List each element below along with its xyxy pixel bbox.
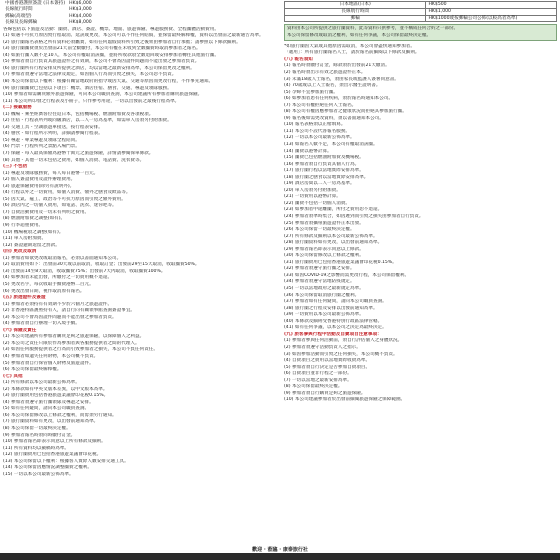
- terms-line: (9) 參加者須自行購買足夠之旅遊保險。: [284, 390, 366, 396]
- terms-line: (4) 自費項目之費用以當地實際收費為準。: [284, 358, 371, 364]
- terms-line: (12) 旅行團費用已包括香港旅遊業議會印花稅。: [3, 452, 102, 458]
- price-value: HK$8,000: [69, 20, 92, 26]
- terms-line: (11) 本公司不設代客報名服務。: [284, 128, 351, 134]
- terms-line: (19) 酒店房間以二人一房為基準。: [284, 181, 355, 187]
- fee-value: HK$1000或按郵輪公司公佈(以較高者為準): [426, 15, 557, 22]
- terms-line: (28) 旅行團資料如有更改，以出發前通知為準。: [284, 240, 383, 246]
- terms-line: (39) 一切費用以本公司最新公佈為準。: [284, 312, 364, 318]
- terms-line: (5) 更改名字，每次收取手續費港幣二百元。: [3, 281, 94, 287]
- terms-line: (29) 參加者報名即表示同意以上條款。: [284, 246, 364, 252]
- terms-line: (3) 如因參加活動而引致之任何損失，本公司概不負責。: [284, 351, 398, 357]
- terms-line: (2) 非香港特區護照持有人，請自行向有關領事館查詢簽證事宜。: [3, 308, 136, 314]
- section-heading: (九) 旅客參與行程中活動及自費項目注意事項：: [284, 331, 382, 337]
- terms-line: (4) 參加者須遵守旅行團領隊及導遊之安排。: [3, 399, 94, 405]
- price-value: HK$4,000: [69, 13, 92, 19]
- terms-line: (8) 本公司保留最終決定權。: [284, 384, 343, 390]
- terms-line: (5) 如有任何疑問，請向本公司職員查詢。: [3, 406, 90, 412]
- terms-line: (2) 報名時須出示有效之旅遊證件正本。: [284, 69, 366, 75]
- terms-line: (1) 參加者參與任何活動前，須自行評估個人之身體狀況。: [284, 338, 403, 344]
- terms-line: (1) 所有條款以本公司最新公佈為準。: [3, 380, 80, 386]
- terms-line: (3) 如因任何服務提供者之行為而引致參加者之損失，本公司不負任何責任。: [3, 347, 158, 353]
- terms-line: (3) 旅行團費用包括香港旅遊業議會印花稅0.15%。: [3, 393, 109, 399]
- section-heading: (三) 不包括: [3, 164, 28, 170]
- footer-brand-text: 歡迎 · 蒞臨 · 康泰旅行社: [252, 547, 308, 553]
- terms-line: (8) 本公司保留一切最終決定權。: [3, 425, 71, 431]
- terms-line: (7) 本公司有權拒絕任何人士報名。: [284, 102, 357, 108]
- terms-line: (7) 保險 - 每人最高保額為港幣十萬元之旅遊保險，詳情請參閱保單條款。: [3, 151, 154, 157]
- terms-line: (10) 機場稅項之調整(如有)。: [3, 229, 64, 235]
- terms-line: (3) 出發前14至8天取消，收取團費75%；出發前7天內取消，收取團費100%。: [3, 268, 166, 274]
- terms-line: (1) 參加者如欲更改或取消報名，必須以書面通知本公司。: [3, 255, 122, 261]
- terms-line: (4) 參加者如遺失任何財物，本公司概不負責。: [3, 353, 99, 359]
- terms-line: (13) 如報名人數不足，本公司有權取消該團。: [284, 142, 378, 147]
- terms-line: (36) 本公司保留取消旅行團之權利。: [284, 292, 360, 298]
- terms-line: (5) 導遊 - 專業導遊及領隊全程陪同。: [3, 137, 80, 143]
- section-heading: (五) 旅遊證件及簽證: [3, 295, 46, 301]
- terms-line: (16) 參加者須自行負責其個人行為。: [284, 161, 360, 167]
- terms-line: (14) 團費以港幣計算。: [284, 148, 332, 154]
- terms-line: (9) 報名後如需更改資料，須以書面通知本公司。: [284, 115, 384, 121]
- fee-value: HK$1,000: [426, 8, 557, 15]
- fee-value: HK$500: [426, 2, 557, 9]
- terms-line: (11) 單人房附加費。: [3, 236, 47, 242]
- terms-line: (9) 參加者報名時須同時繳付訂金。: [3, 432, 76, 438]
- terms-line: (4) 如旅行團人數不足10人，本公司有權取消該團，並將所收款項全數退回或安排參加者轉往其他旅行團。: [3, 52, 219, 58]
- right-column: [281, 0, 560, 560]
- terms-line: (2) 取消費用如下：出發前30天或以前取消，收取訂金；出發前29至15天取消，收取團費50%。: [3, 262, 200, 268]
- terms-line: (38) 旅行團之行程及安排以出發前通知為準。: [284, 305, 378, 311]
- notice-line: 本公司保留修改或取消之權利，如有任何爭議，本公司保留最終決定權。: [287, 32, 431, 38]
- terms-line: (35) 一切以當地政府之最新規定為準。: [284, 286, 364, 292]
- terms-line: (10) 本公司建議參加者於出發前細閱旅遊保險之保障範圍。: [284, 397, 406, 403]
- terms-line: (10) 參加者如需購買額外旅遊保險，可向本公司職員查詢，本公司建議所有參加者購買旅遊保險。: [3, 92, 203, 98]
- section-heading: (七) 其他: [3, 373, 23, 379]
- fee-row: [285, 15, 557, 22]
- terms-line: (6) 自費項目並非行程之一部份。: [284, 371, 352, 377]
- terms-line: (12) 一切以本公司最新公佈為準。: [284, 135, 355, 141]
- terms-line: (6) 酒店內之一切個人費用，如電話、洗衣、迷你吧等。: [3, 203, 117, 209]
- right-terms-list: [284, 44, 557, 404]
- surcharge-price-table: [3, 1, 94, 27]
- fee-table: [284, 1, 557, 22]
- terms-line: (18) 旅行團之膳食以當地實際安排為準。: [284, 174, 369, 180]
- terms-line: (3) 旅遊保險費用(除另有說明外)。: [3, 183, 75, 189]
- terms-line: (20) 單人房須另付附加費。: [284, 187, 341, 193]
- section-heading: (八) 報名須知: [284, 56, 313, 62]
- terms-line: (5) 孕婦不宜參加旅行團。: [284, 89, 338, 95]
- terms-line: (15) 團費已包括燃油附加費及機場稅。: [284, 155, 364, 161]
- terms-line: (1) 機場 - 乘坐經濟客位往返日本，包括機場稅、燃油附加費及各項稅項。: [3, 111, 154, 117]
- terms-line: (12) 簽證逾期逗留之罰款。: [3, 242, 60, 248]
- terms-line: (33) 如因COVID-19之影響而需更改行程，本公司保留權利。: [284, 272, 410, 278]
- terms-line: (6) 本公司保留修改以上條款之權利，而毋須另行通知。: [3, 412, 117, 418]
- fee-label: 日本地區(日本): [285, 2, 426, 9]
- terms-line: (41) 如有任何爭議，以本公司之決定為最終決定。: [284, 325, 387, 331]
- terms-line: (3) 交通工具 - 空調旅遊車接送，按行程表安排。: [3, 124, 103, 130]
- terms-line: (6) 本公司保留最終解釋權。: [3, 367, 62, 373]
- notice-line: 資料由本公司所提供之旅行團資料，此等資料只供參考，並不構成任何合約之一部份。: [287, 26, 458, 32]
- section-heading: (六) 保險及責任: [3, 327, 37, 333]
- terms-line: (14) 本公司保留因應情況調整團費之權利。: [3, 465, 92, 471]
- terms-line: (7) 自費活動費用及一切未有列明之費用。: [3, 209, 90, 215]
- terms-line: (32) 參加者須遵守旅行團之安排。: [284, 266, 355, 272]
- terms-line: (4) 參加者須自行辦理一切入境手續。: [3, 321, 80, 327]
- terms-line: *如旅行團因天氣或其他原因需取消，本公司會盡快通知參加者。: [284, 43, 415, 49]
- fee-row: [285, 8, 557, 15]
- fee-label: 郵輪: [285, 15, 426, 22]
- terms-line: (1) 如遇不可抗力原因致行程取消、延誤或更改，本公司可以不作任何賠償，並保留最終解釋權，資料以出發前之最新通告為準。: [3, 33, 264, 39]
- terms-line: (5) 因天氣、罷工、政治等不可抗力原因而引致之額外費用。: [3, 196, 126, 202]
- terms-line: (1) 本公司建議所有參加者購買足夠之旅遊保險，以保障個人之利益。: [3, 334, 145, 340]
- price-label: 郵輪(高端型): [5, 13, 32, 19]
- terms-line: (7) 一切以當地之最新安排為準。: [284, 377, 352, 383]
- terms-line: (1) 參加者必須持有有效期不少於六個月之旅遊證件。: [3, 301, 113, 307]
- terms-line: (2) 住宿 - 行程表所列或同級酒店，以二人一房為基準，如需單人房須另付附加費。: [3, 118, 172, 124]
- terms-line: (11) 所有資料均以截稿時為準。: [3, 445, 70, 451]
- terms-line: (9) 旅行團團費已包括以下項目：機票、酒店住宿、膳食、交通、導遊及領隊服務。: [3, 85, 172, 91]
- price-label: 長線航行時間: [5, 7, 33, 13]
- terms-line: (31) 旅行團費用已包括香港旅遊業議會印花稅0.15%。: [284, 259, 397, 265]
- price-label: 中國香港護照簽證 (日本簽持): [5, 1, 66, 6]
- terms-line: (15) 一切以本公司最新公佈為準。: [3, 471, 74, 477]
- terms-line: (30) 本公司保留修改以上條款之權利。: [284, 253, 364, 259]
- terms-line: (5) 參加者須自行決定是否參加自費項目。: [284, 364, 371, 370]
- terms-line: (6) 更改出發日期，視作取消原有報名。: [3, 288, 85, 294]
- terms-line: (4) 行程以外之一切費用，如個人消費、額外之膳食及飲品等。: [3, 190, 131, 196]
- terms-line: (1) 報名時須繳付訂金，餘款須於出發前21天繳清。: [284, 63, 390, 69]
- terms-line: (4) 如參加者未能出發，所繳付之一切費用概不退還。: [3, 275, 113, 281]
- terms-line: (2) 本公司之責任只限於作為參加者與各服務提供者之間的代理人。: [3, 340, 140, 346]
- terms-line: (11) 本公司所印發之行程表及小冊子，只作參考用途，一切以出發前之最後行程為準。: [3, 98, 180, 104]
- terms-line: (24) 參加者須準時集合，如因遲到而引致之損失由參加者自行負責。: [284, 214, 424, 220]
- price-label: 長線及長線郵輪: [5, 20, 38, 26]
- terms-line: 「適用」：所有旅行團報名人士，請於報名前細閱以下條款及細則。: [284, 50, 420, 56]
- terms-line: (8) 其他 - 其他一切未包括之費用，如個人消費、電話費、洗衣費等。: [3, 157, 145, 163]
- terms-line: (2) 本條款如有中英文版本差異，以中文版本為準。: [3, 386, 108, 392]
- left-terms-list: [3, 27, 271, 479]
- terms-line: (5) 參加者須自行保管個人財物及旅遊證件。: [3, 360, 94, 366]
- fee-row: [285, 2, 557, 9]
- terms-line: (2) 參加者須遵守活動負責人之指示。: [284, 344, 361, 350]
- terms-line: 各線包括以下旅遊及活動：團費、酒店、簽證、機票、地面、旅遊保險、導遊服務費、全程團體活動費用。: [3, 26, 219, 32]
- terms-line: (6) 如參加者患有任何疾病，須於報名時通知本公司。: [284, 96, 394, 102]
- terms-line: (25) 參加者須攜帶旅遊證件正本出發。: [284, 220, 364, 226]
- fee-label: 長線航行時間: [285, 8, 426, 15]
- terms-line: (27) 所有條款及細則以本公司最新公佈為準。: [284, 233, 378, 239]
- terms-line: (9) 行李超重費用。: [3, 223, 44, 229]
- terms-line: (8) 本公司保留以下權利：根據有關當地政府的指令或因天氣、交通等原因而更改行程，不作事先通知。: [3, 79, 214, 84]
- terms-line: (22) 團費不包括一切個人消費。: [284, 200, 351, 206]
- terms-line: (2) 旅行團報名表格之所有資料必須屬實，如有任何虛假資料所引致之後果由參加者自行承擔；請參照以下條款細則。: [3, 39, 241, 45]
- terms-line: (34) 參加者須遵守當地防疫規定。: [284, 279, 355, 285]
- terms-line: (37) 參加者如有任何疑問，請向本公司職員查詢。: [284, 299, 387, 305]
- terms-line: (2) 個人簽證費用及證件辦理費用。: [3, 177, 76, 183]
- terms-line: (10) 參加者報名即表示同意以上所有條款及細則。: [3, 439, 106, 445]
- price-value: HK$6,000: [69, 1, 92, 6]
- terms-line: (6) 旅行團所有行程安排及所提供之酒店，均以當地之最新安排為準，本公司保留更改之權利。: [3, 65, 195, 71]
- notice-box: [284, 24, 557, 40]
- terms-line: (7) 旅行團資料如有更改，以出發前通知為準。: [3, 419, 99, 425]
- left-column: [0, 0, 274, 560]
- terms-line: (8) 燃油附加費之調整(如有)。: [3, 216, 66, 222]
- terms-line: (3) 本公司不會為因證件問題而不能出發之參加者負責。: [3, 314, 117, 320]
- terms-line: (6) 門票 - 行程所列之景點入場門票。: [3, 144, 80, 150]
- terms-line: (3) 未滿18歲人士報名，須由家長或監護人簽署同意書。: [284, 76, 399, 82]
- terms-line: (10) 報名表格須以正楷填寫。: [284, 122, 346, 128]
- price-value: HK$3,000: [69, 7, 92, 13]
- terms-line: (21) 一切費用以港幣計算。: [284, 194, 341, 200]
- terms-line: (4) 膳食 - 如行程所示列明，詳細請參閱行程表。: [3, 131, 103, 137]
- terms-line: (17) 旅行團行程以當地實際安排為準。: [284, 168, 364, 174]
- terms-line: (3) 旅行團團費須於出發前21天前全數繳付，本公司有權在未收到全數團費時取消參加者之報名。: [3, 46, 201, 52]
- terms-line: (26) 本公司保留一切最終決定權。: [284, 227, 355, 233]
- terms-line: (40) 本條款及細則受香港特別行政區法律管轄。: [284, 318, 383, 324]
- terms-line: (7) 參加者須遵守當地之法律及規定，如因個人行為而引致之損失，本公司恕不負責。: [3, 72, 177, 78]
- footer-bar: [0, 553, 560, 560]
- terms-line: (1) 導遊及領隊服務費，每人每日港幣一百元。: [3, 170, 99, 176]
- section-heading: (四) 更改及取消: [3, 249, 37, 255]
- section-heading: (二) 接載服務: [3, 105, 32, 111]
- terms-line: (8) 本公司有權因應參加者之健康狀況而拒絕其參加旅行團。: [284, 109, 407, 115]
- terms-line: (23) 如參加者中途離團，所付之費用恕不退還。: [284, 207, 383, 213]
- terms-line: (5) 參加者須自行負責其旅遊證件之有效期，本公司不會為因證件問題而不能出發之參加者負責。: [3, 59, 200, 65]
- terms-line: (13) 本公司保留以下權利：根據客人實際人數安排交通工具。: [3, 458, 129, 464]
- terms-line: (4) 70歲或以上人士報名，須出示醫生證明書。: [284, 83, 381, 89]
